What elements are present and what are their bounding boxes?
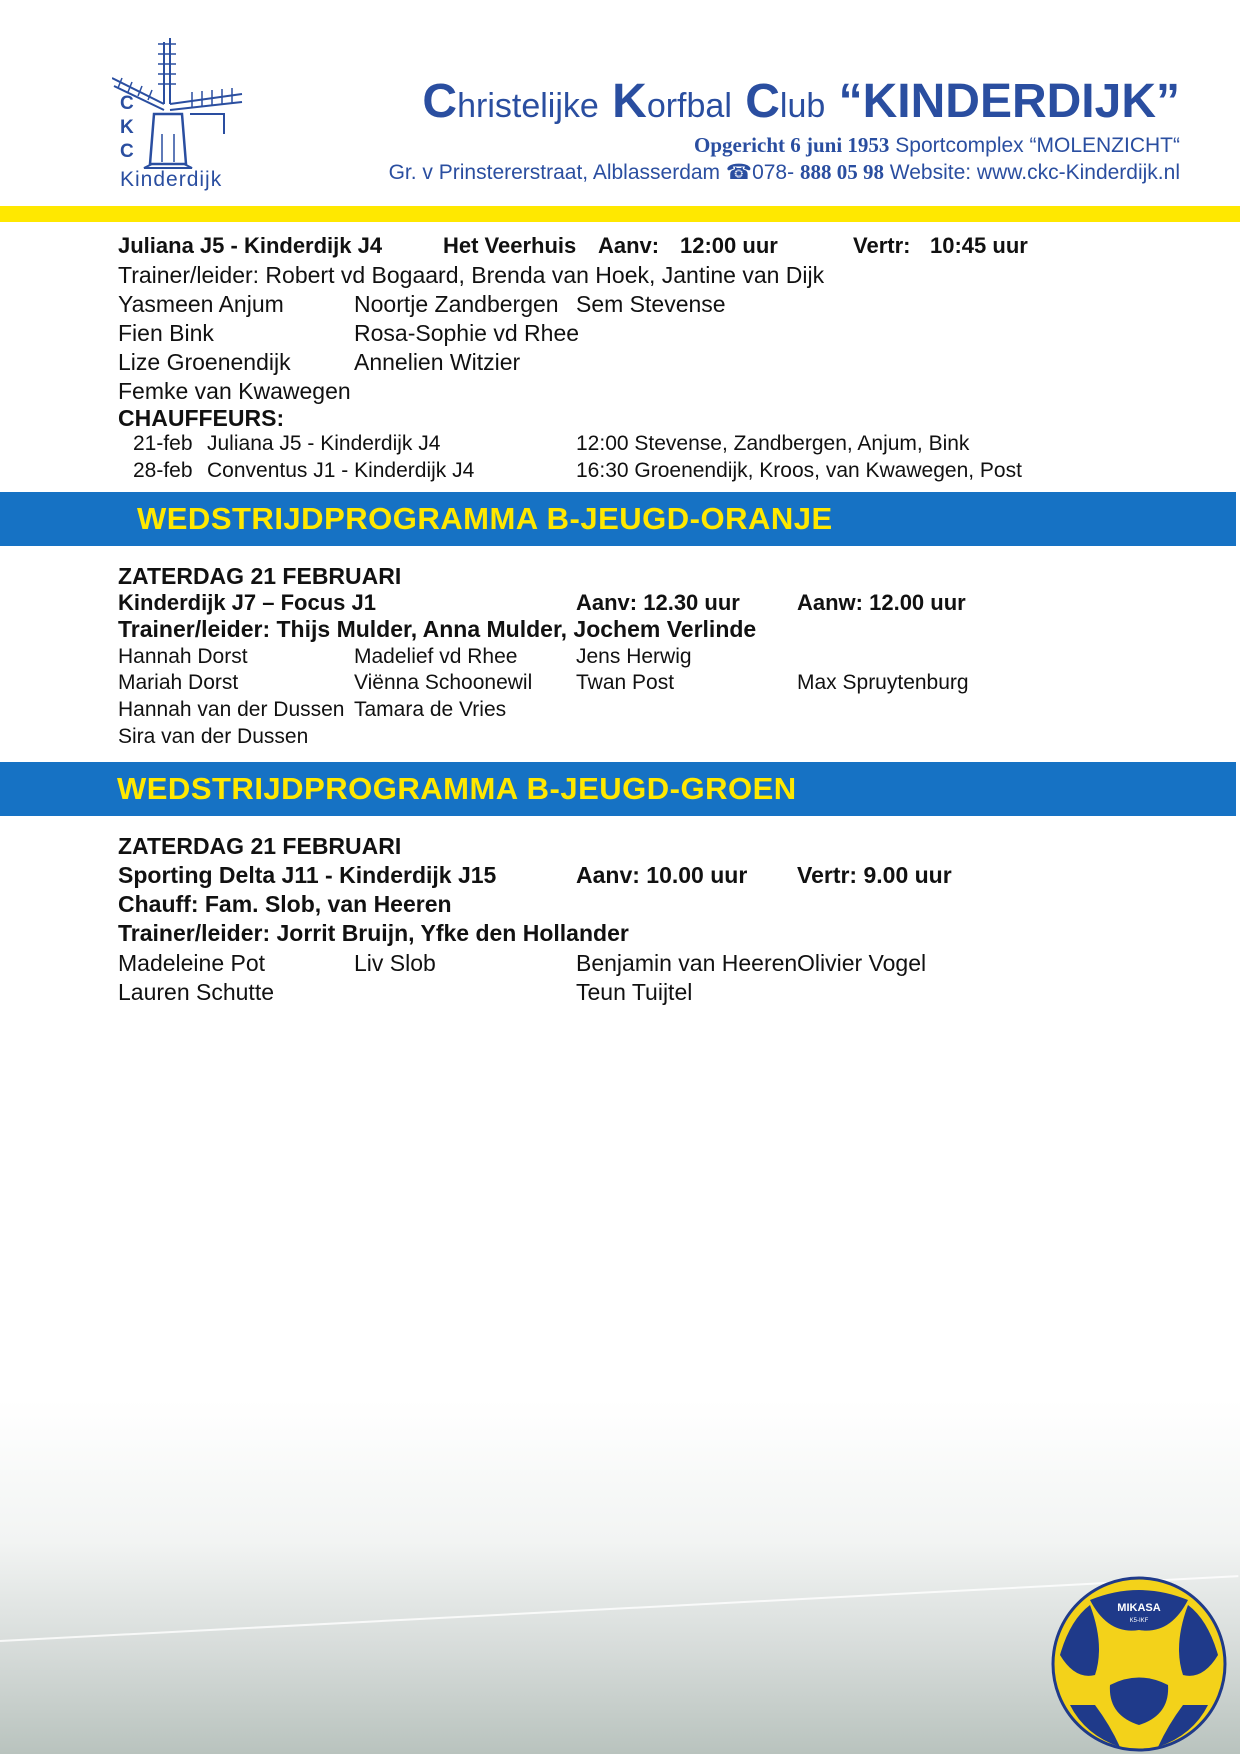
chauffeurs-label: CHAUFFEURS: [118, 405, 285, 431]
player: Hannah Dorst [118, 645, 248, 668]
title-cap-3: C [745, 75, 780, 128]
club-founded-line [694, 133, 1180, 158]
website-link[interactable]: Website: www.ckc-Kinderdijk.nl [889, 161, 1180, 184]
header-divider [0, 206, 1240, 222]
player: Madelief vd Rhee [354, 645, 518, 668]
aanv-label: Aanv: [598, 233, 660, 258]
player: Sem Stevense [576, 291, 726, 317]
match-location: Het Veerhuis [443, 233, 577, 258]
logo-letter-k: K [120, 117, 134, 138]
club-name: “KINDERDIJK” [838, 75, 1180, 128]
aanw-time: Aanw: 12.00 uur [797, 590, 966, 615]
club-address: Gr. v Prinstererstraat, Alblasserdam [388, 161, 721, 184]
phone-icon: ☎ [725, 161, 753, 184]
logo-letters [120, 92, 134, 164]
match-date: ZATERDAG 21 FEBRUARI [118, 563, 402, 589]
aanv-time: Aanv: 12.30 uur [576, 590, 740, 615]
section-heading-groen: WEDSTRIJDPROGRAMMA B-JEUGD-GROEN [117, 771, 797, 806]
player: Rosa-Sophie vd Rhee [354, 320, 580, 346]
player: Viënna Schoonewil [354, 671, 533, 694]
chauffeur-date: 21-feb [133, 432, 193, 455]
player: Max Spruytenburg [797, 671, 969, 694]
title-rest-2: orfbal [646, 87, 732, 125]
chauffeur-match: Juliana J5 - Kinderdijk J4 [207, 432, 441, 455]
title-cap-1: C [422, 75, 458, 128]
chauffeur-date: 28-feb [133, 459, 193, 482]
player: Teun Tuijtel [576, 979, 693, 1005]
player: Lize Groenendijk [118, 349, 291, 375]
player: Benjamin van Heeren [576, 950, 798, 976]
club-title [422, 74, 1180, 129]
player: Twan Post [576, 671, 675, 694]
match-title: Sporting Delta J11 - Kinderdijk J15 [118, 862, 497, 888]
player: Madeleine Pot [118, 950, 266, 976]
player: Jens Herwig [576, 645, 692, 668]
phone-number: 888 05 98 [799, 160, 884, 184]
ball-brand: MIKASA [1117, 1602, 1161, 1614]
player: Lauren Schutte [118, 979, 275, 1005]
logo-text: Kinderdijk [120, 168, 223, 191]
player: Annelien Witzier [354, 349, 521, 375]
trainer-line: Trainer/leider: Thijs Mulder, Anna Mulder, Jochem Verlinde [118, 616, 757, 642]
korfball-ball-icon [1050, 1575, 1228, 1753]
match-date: ZATERDAG 21 FEBRUARI [118, 833, 402, 859]
founded-date: Opgericht 6 juni 1953 [694, 133, 890, 157]
title-cap-2: K [612, 75, 647, 128]
logo-letter-c1: C [120, 93, 134, 114]
player: Mariah Dorst [118, 671, 239, 694]
ball-model: K5-IKF [1129, 1618, 1149, 1624]
vertr-time: Vertr: 9.00 uur [797, 862, 952, 888]
phone-prefix: 078- [752, 161, 795, 184]
aanv-time: Aanv: 10.00 uur [576, 862, 748, 888]
player: Femke van Kwawegen [118, 378, 351, 404]
logo-letter-c2: C [120, 141, 134, 162]
match-title: Kinderdijk J7 – Focus J1 [118, 590, 376, 615]
chauffeur-detail: 16:30 Groenendijk, Kroos, van Kwawegen, Post [576, 459, 1022, 482]
sport-complex: Sportcomplex “MOLENZICHT“ [895, 134, 1180, 157]
player: Tamara de Vries [354, 698, 507, 721]
player: Yasmeen Anjum [118, 291, 284, 317]
section-heading-oranje: WEDSTRIJDPROGRAMMA B-JEUGD-ORANJE [137, 501, 833, 536]
club-contact-line [389, 160, 1180, 185]
player: Hannah van der Dussen [118, 698, 345, 721]
vertr-time: 10:45 uur [930, 233, 1028, 258]
trainer-line: Trainer/leider: Jorrit Bruijn, Yfke den Hollander [118, 920, 629, 946]
match-title: Juliana J5 - Kinderdijk J4 [118, 233, 383, 258]
trainer-line: Trainer/leider: Robert vd Bogaard, Brenda van Hoek, Jantine van Dijk [118, 262, 825, 288]
player: Sira van der Dussen [118, 725, 309, 748]
chauffeur-match: Conventus J1 - Kinderdijk J4 [207, 459, 475, 482]
player: Olivier Vogel [797, 950, 927, 976]
chauffeur-detail: 12:00 Stevense, Zandbergen, Anjum, Bink [576, 432, 970, 455]
chauffeur-line: Chauff: Fam. Slob, van Heeren [118, 891, 452, 917]
player: Liv Slob [354, 950, 436, 976]
title-rest-3: lub [779, 87, 826, 125]
vertr-label: Vertr: [853, 233, 911, 258]
aanv-time: 12:00 uur [680, 233, 778, 258]
player: Noortje Zandbergen [354, 291, 559, 317]
player: Fien Bink [118, 320, 214, 346]
title-rest-1: hristelijke [457, 87, 599, 125]
